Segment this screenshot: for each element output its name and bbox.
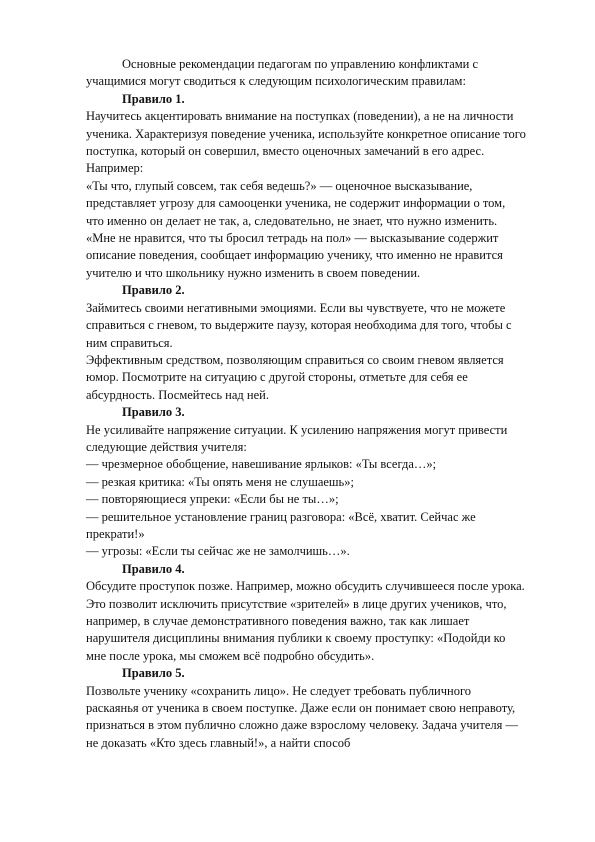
intro-paragraph: Основные рекомендации педагогам по управлению конфликтами с учащимися могут сводиться к следующим психологическим правилам: [86, 57, 479, 89]
rule-3-list-item: — чрезмерное обобщение, навешивание ярлыков: «Ты всегда…»; [86, 457, 437, 472]
rule-1-heading: Правило 1. [122, 91, 185, 106]
rule-1-example-label: Например: [86, 161, 144, 176]
rule-2-text-2: Эффективным средством, позволяющим справиться со своим гневом является юмор. Посмотрите на ситуацию с другой стороны, отметьте для себя ее абсурдность. Посмейтесь над ней. [86, 352, 504, 402]
rule-3-list-item: — резкая критика: «Ты опять меня не слушаешь»; [86, 474, 354, 489]
rule-1-example-2: «Мне не нравится, что ты бросил тетрадь на пол» — высказывание содержит описание поведения, сообщает информацию ученику, что именно не нравится учителю и что школьнику нужно изменить в своем поведении. [86, 231, 503, 280]
rule-3-heading: Правило 3. [122, 405, 185, 420]
rule-3-list-item: — решительное установление границ разговора: «Всё, хватит. Сейчас же прекрати!» [86, 509, 476, 541]
rule-1-text: Научитесь акцентировать внимание на поступках (поведении), а не на личности ученика. Характеризуя поведение ученика, используйте конкретное описание того поступка, который он совершил, вместо оценочных замечаний в его адрес. [86, 109, 526, 159]
rule-5-text: Позвольте ученику «сохранить лицо». Не следует требовать публичного раскаянья от ученика в своем поступке. Даже если он понимает свою неправоту, признаться в этом публично сложно даже взрослому человеку. Задача учителя — не доказать «Кто здесь главный!», а найти способ [86, 683, 518, 750]
rule-2-heading: Правило 2. [122, 283, 185, 298]
rule-3-text: Не усиливайте напряжение ситуации. К усилению напряжения могут привести следующие действия учителя: [86, 422, 508, 454]
rule-3-list-item: — повторяющиеся упреки: «Если бы не ты…»; [86, 492, 339, 507]
rule-2-text-1: Займитесь своими негативными эмоциями. Если вы чувствуете, что не можете справиться с гневом, то выдержите паузу, которая необходима для того, чтобы с ним справиться. [86, 300, 512, 350]
rule-1-example-1: «Ты что, глупый совсем, так себя ведешь?» — оценочное высказывание, представляет угрозу для самооценки ученика, не содержит информации о том, что именно он делает не так, а, следовательно, не знает, что нужно изменить. [86, 178, 506, 228]
document-page [86, 56, 526, 752]
rule-4-text: Обсудите проступок позже. Например, можно обсудить случившееся после урока. Это позволит исключить присутствие «зрителей» в лице других учеников, что, например, в случае демонстративного поведения важно, так как лишает нарушителя дисциплины внимания публики к своему проступку: «Подойди ко мне после урока, мы сможем всё подробно обсудить». [86, 579, 525, 663]
rule-4-heading: Правило 4. [122, 561, 185, 576]
rule-3-list-item: — угрозы: «Если ты сейчас же не замолчишь…». [86, 544, 350, 559]
rule-5-heading: Правило 5. [122, 666, 185, 681]
